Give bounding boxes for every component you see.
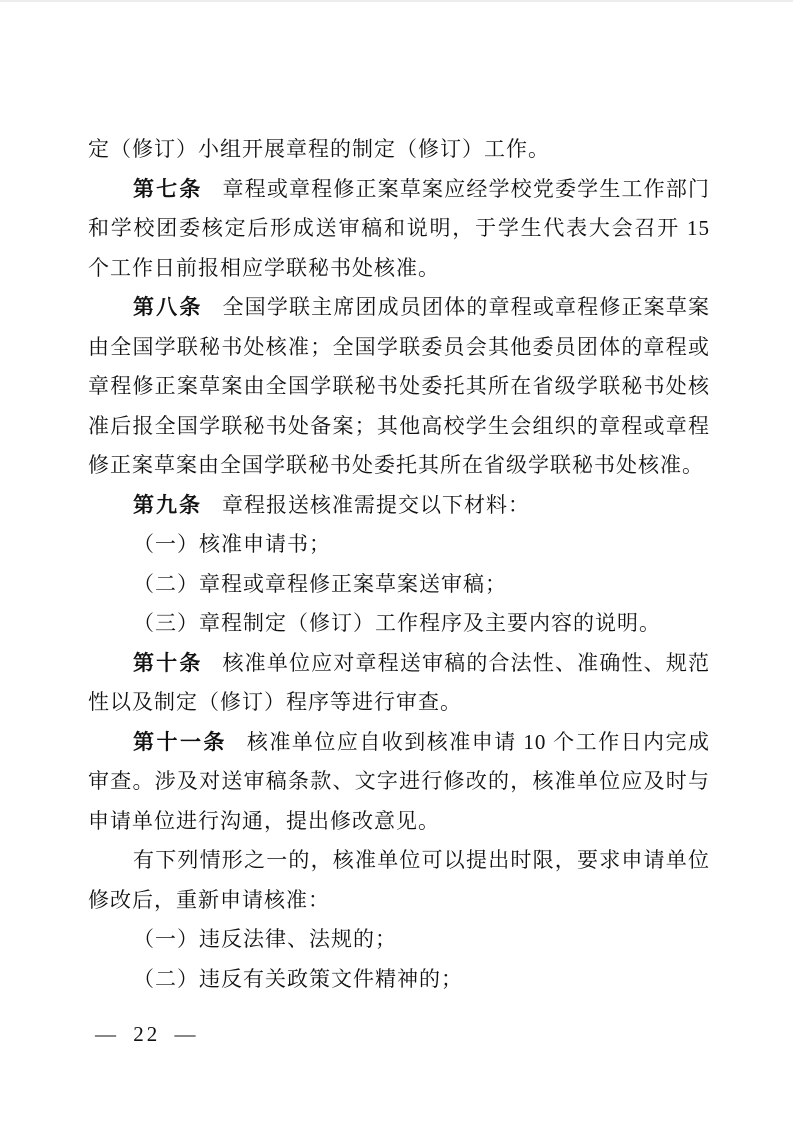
article-7-paragraph (88, 170, 710, 289)
page-number: — 22 — (95, 1022, 199, 1046)
article-7-text: 章程或章程修正案草案应经学校党委学生工作部门和学校团委核定后形成送审稿和说明，于学生代表大会召开 15 个工作日前报相应学联秘书处核准。 (88, 176, 710, 280)
article-10-label: 第十条 (133, 651, 203, 675)
list-item-text: （一）核准申请书； (133, 532, 331, 556)
list-item-text: （一）违反法律、法规的； (133, 927, 397, 951)
article-11-condition-1 (88, 920, 710, 960)
article-10-text: 核准单位应对章程送审稿的合法性、准确性、规范性以及制定（修订）程序等进行审查。 (88, 650, 710, 714)
article-11-label: 第十一条 (133, 730, 227, 754)
paragraph-text: 定（修订）小组开展章程的制定（修订）工作。 (88, 137, 550, 161)
article-10-paragraph (88, 644, 710, 723)
article-9-label: 第九条 (133, 493, 202, 517)
article-11-conditions-intro (88, 841, 710, 920)
article-8-paragraph (88, 288, 710, 486)
article-8-label: 第八条 (133, 296, 203, 319)
article-11-condition-2 (88, 960, 710, 1000)
article-9-paragraph (88, 486, 710, 526)
article-11-text: 核准单位应自收到核准申请 10 个工作日内完成审查。涉及对送审稿条款、文字进行修改的，核准单位应及时与申请单位进行沟通，提出修改意见。 (88, 729, 711, 833)
article-9-item-3 (88, 604, 710, 644)
article-7-label: 第七条 (133, 177, 203, 201)
list-item-text: （三）章程制定（修订）工作程序及主要内容的说明。 (133, 611, 661, 635)
article-9-text: 章程报送核准需提交以下材料： (222, 492, 530, 517)
article-9-item-1 (88, 525, 710, 565)
paragraph-text: 有下列情形之一的，核准单位可以提出时限，要求申请单位修改后，重新申请核准： (88, 848, 710, 912)
list-item-text: （二）违反有关政策文件精神的； (133, 966, 463, 991)
document-body (88, 130, 710, 999)
article-11-paragraph (88, 723, 710, 842)
article-8-text: 全国学联主席团成员团体的章程或章程修正案草案由全国学联秘书处核准；全国学联委员会其他委员团体的章程或章程修正案草案由全国学联秘书处委托其所在省级学联秘书处核准后报全国学联秘书处备案；其他高校学生会组织的章程或章程修正案草案由全国学联秘书处委托其所在省级学联秘书处核准。 (88, 295, 710, 477)
paragraph-continuation (88, 130, 710, 170)
list-item-text: （二）章程或章程修正案草案送审稿； (133, 571, 507, 596)
article-9-item-2 (88, 565, 710, 605)
